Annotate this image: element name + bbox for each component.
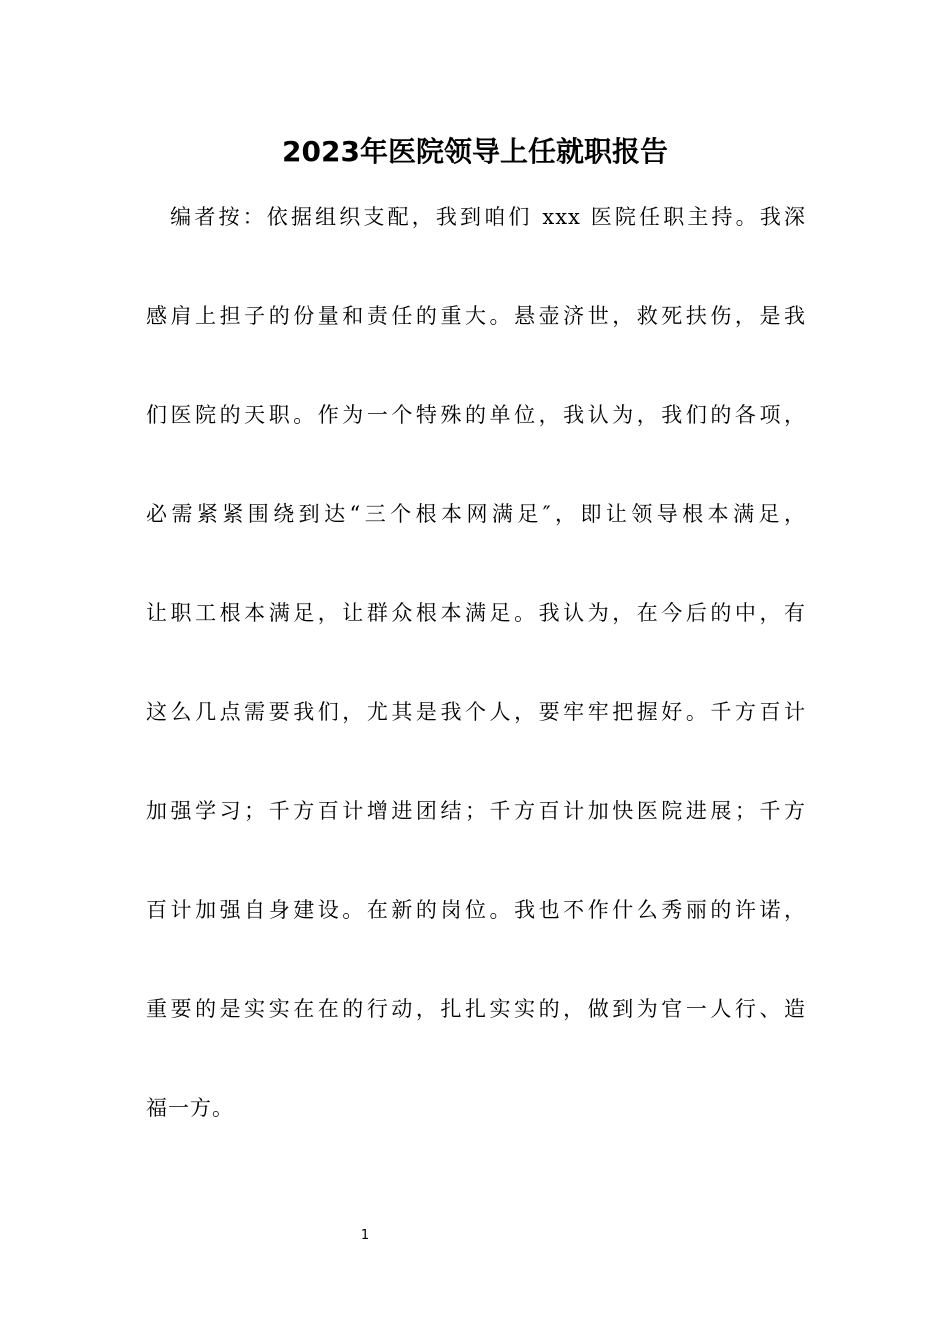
paragraph-line-9: 重要的是实实在在的行动，扎扎实实的，做到为官一人行、造	[146, 997, 806, 1021]
paragraph-line-7: 加强学习；千方百计增进团结；千方百计加快医院进展；千方	[146, 799, 806, 823]
paragraph-line-4: 必需紧紧围绕到达“三个根本网满足″，即让领导根本满足，	[146, 502, 806, 526]
page-number: 1	[360, 1228, 370, 1243]
document-title: 2023年医院领导上任就职报告	[282, 135, 668, 168]
paragraph-line-3: 们医院的天职。作为一个特殊的单位，我认为，我们的各项，	[146, 403, 806, 427]
paragraph-line-6: 这么几点需要我们，尤其是我个人，要牢牢把握好。千方百计	[146, 700, 806, 724]
paragraph-line-1: 编者按：依据组织支配，我到咱们 xxx 医院任职主持。我深	[146, 205, 806, 229]
paragraph-line-10: 福一方。	[146, 1096, 234, 1120]
paragraph-line-2: 感肩上担子的份量和责任的重大。悬壶济世，救死扶伤，是我	[146, 304, 806, 328]
paragraph-line-8: 百计加强自身建设。在新的岗位。我也不作什么秀丽的许诺，	[146, 898, 806, 922]
paragraph-line-5: 让职工根本满足，让群众根本满足。我认为，在今后的中，有	[146, 601, 806, 625]
